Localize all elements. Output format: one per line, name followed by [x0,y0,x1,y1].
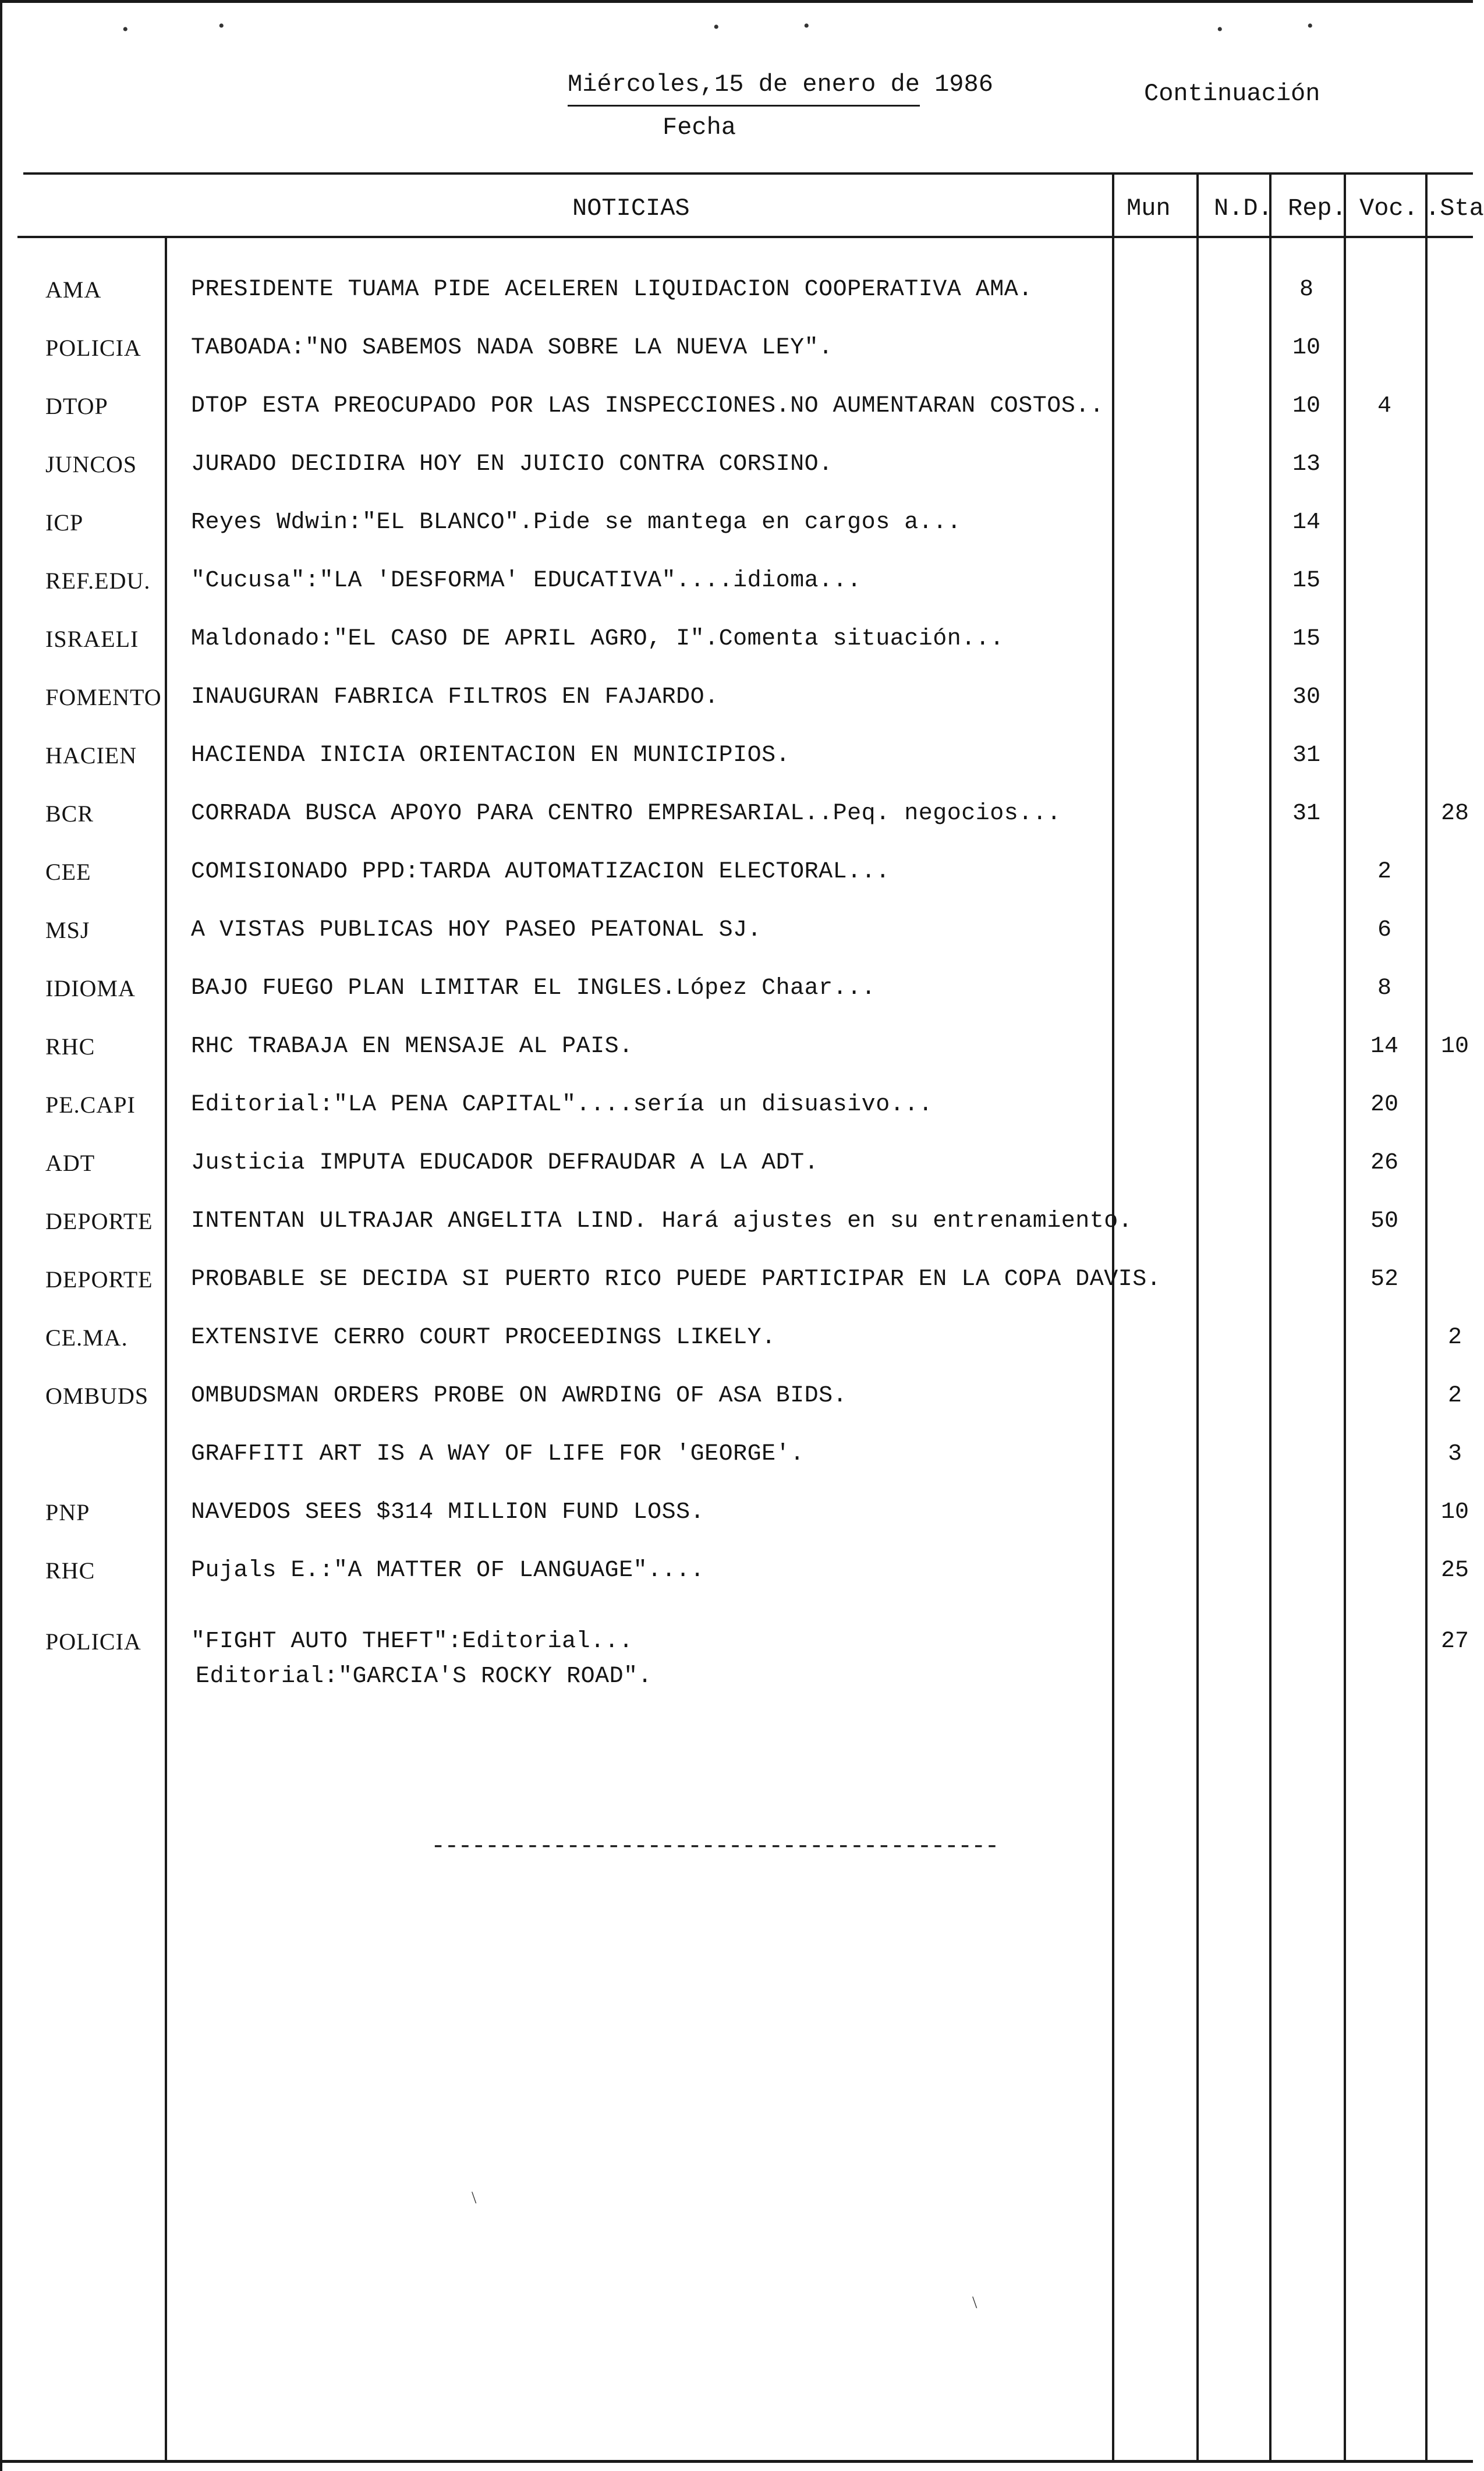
row-headline: COMISIONADO PPD:TARDA AUTOMATIZACION ELECTORAL... [191,859,890,885]
row-headline: Justicia IMPUTA EDUCADOR DEFRAUDAR A LA ADT. [191,1150,819,1176]
scan-mark: \ [472,2188,477,2207]
row-rep-page: 10 [1292,393,1320,419]
row-voc-page: 6 [1377,917,1391,943]
row-headline: PRESIDENTE TUAMA PIDE ACELEREN LIQUIDACION COOPERATIVA AMA. [191,277,1033,303]
divider-sta [1425,172,1428,2460]
row-headline: PROBABLE SE DECIDA SI PUERTO RICO PUEDE PARTICIPAR EN LA COPA DAVIS. [191,1266,1161,1293]
row-rep-page: 10 [1292,335,1320,361]
end-rule: ------------------------------------------ [431,1832,998,1860]
bottom-rule [0,2460,1473,2463]
row-headline: A VISTAS PUBLICAS HOY PASEO PEATONAL SJ. [191,917,762,943]
scan-mark: • [122,20,129,39]
row-headline: Maldonado:"EL CASO DE APRIL AGRO, I".Comenta situación... [191,626,1004,652]
scan-mark: • [803,16,810,36]
scan-mark: • [1217,20,1223,39]
date-text: Miércoles,15 de enero de 1986 [568,70,993,98]
row-headline: INAUGURAN FABRICA FILTROS EN FAJARDO. [191,684,719,710]
row-headline: JURADO DECIDIRA HOY EN JUICIO CONTRA CORSINO. [191,451,833,477]
continuation-label: Continuación [1144,80,1320,108]
divider-mun [1112,172,1114,2460]
divider-voc [1344,172,1346,2460]
row-code: JUNCOS [45,451,137,477]
row-headline: TABOADA:"NO SABEMOS NADA SOBRE LA NUEVA LEY". [191,335,833,361]
row-code: HACIEN [45,742,137,769]
column-header-mun: Mun [1127,194,1171,222]
date-underline [568,105,920,107]
scan-mark: • [1307,16,1313,36]
row-headline: EXTENSIVE CERRO COURT PROCEEDINGS LIKELY. [191,1325,776,1351]
scan-mark: \ [972,2293,977,2312]
row-sta-page: 3 [1447,1441,1462,1467]
column-header-sta: .Sta [1425,194,1484,222]
row-code: CE.MA. [45,1325,128,1351]
row-headline: OMBUDSMAN ORDERS PROBE ON AWRDING OF ASA BIDS. [191,1383,848,1409]
row-code: BCR [45,801,94,827]
header-bottom-rule [17,236,1473,238]
row-code: DTOP [45,393,108,419]
scan-mark: • [713,17,720,37]
row-sta-page: 28 [1440,801,1469,827]
row-sta-page: 10 [1440,1033,1469,1060]
row-code: ISRAELI [45,626,139,652]
row-rep-page: 8 [1299,277,1313,303]
column-header-noticias: NOTICIAS [572,194,690,222]
scan-mark: • [218,16,225,36]
row-headline: "FIGHT AUTO THEFT":Editorial... [191,1629,633,1655]
row-code: OMBUDS [45,1383,149,1409]
row-headline: Pujals E.:"A MATTER OF LANGUAGE".... [191,1557,705,1584]
row-voc-page: 52 [1370,1266,1398,1293]
row-sta-page: 25 [1440,1557,1469,1584]
row-headline: HACIENDA INICIA ORIENTACION EN MUNICIPIOS. [191,742,791,769]
row-rep-page: 31 [1292,801,1320,827]
row-voc-page: 20 [1370,1092,1398,1118]
row-code: ADT [45,1150,95,1176]
row-code: IDIOMA [45,975,136,1001]
row-code: MSJ [45,917,90,943]
row-code: FOMENTO [45,684,162,710]
row-code: RHC [45,1033,95,1060]
row-rep-page: 30 [1292,684,1320,710]
row-voc-page: 14 [1370,1033,1398,1060]
column-header-voc: Voc. [1359,194,1418,222]
column-header-rep: Rep. [1288,194,1347,222]
row-code: REF.EDU. [45,568,151,594]
row-code: DEPORTE [45,1266,153,1293]
row-rep-page: 14 [1292,509,1320,536]
row-headline: "Cucusa":"LA 'DESFORMA' EDUCATIVA"....idioma... [191,568,862,594]
row-rep-page: 15 [1292,626,1320,652]
extra-editorial-line: Editorial:"GARCIA'S ROCKY ROAD". [196,1663,653,1690]
row-headline: Editorial:"LA PENA CAPITAL"....sería un disuasivo... [191,1092,933,1118]
top-border [0,0,1473,3]
row-code: POLICIA [45,1629,141,1655]
left-border [0,0,2,2471]
row-rep-page: 13 [1292,451,1320,477]
row-voc-page: 8 [1377,975,1391,1001]
row-headline: RHC TRABAJA EN MENSAJE AL PAIS. [191,1033,633,1060]
row-sta-page: 2 [1447,1383,1462,1409]
header-top-rule [23,172,1473,175]
row-code: DEPORTE [45,1208,153,1234]
row-headline: DTOP ESTA PREOCUPADO POR LAS INSPECCIONES.NO AUMENTARAN COSTOS.. [191,393,1104,419]
row-headline: NAVEDOS SEES $314 MILLION FUND LOSS. [191,1499,705,1525]
row-headline: CORRADA BUSCA APOYO PARA CENTRO EMPRESARIAL..Peq. negocios... [191,801,1061,827]
row-voc-page: 50 [1370,1208,1398,1234]
row-rep-page: 31 [1292,742,1320,769]
divider-nd [1196,172,1199,2460]
column-header-nd: N.D. [1214,194,1273,222]
row-sta-page: 10 [1440,1499,1469,1525]
row-sta-page: 27 [1440,1629,1469,1655]
row-code: PNP [45,1499,90,1525]
row-code: CEE [45,859,91,885]
row-rep-page: 15 [1292,568,1320,594]
row-code: ICP [45,509,84,536]
row-headline: BAJO FUEGO PLAN LIMITAR EL INGLES.López Chaar... [191,975,876,1001]
row-headline: INTENTAN ULTRAJAR ANGELITA LIND. Hará ajustes en su entrenamiento. [191,1208,1133,1234]
row-headline: GRAFFITI ART IS A WAY OF LIFE FOR 'GEORGE'. [191,1441,805,1467]
divider-rep [1269,172,1272,2460]
date-caption: Fecha [663,114,736,141]
row-code: RHC [45,1557,95,1584]
row-voc-page: 26 [1370,1150,1398,1176]
row-headline: Reyes Wdwin:"EL BLANCO".Pide se mantega en cargos a... [191,509,962,536]
divider-code [165,236,167,2460]
row-code: AMA [45,277,102,303]
row-code: POLICIA [45,335,141,361]
row-voc-page: 2 [1377,859,1391,885]
row-code: PE.CAPI [45,1092,136,1118]
row-voc-page: 4 [1377,393,1391,419]
row-sta-page: 2 [1447,1325,1462,1351]
